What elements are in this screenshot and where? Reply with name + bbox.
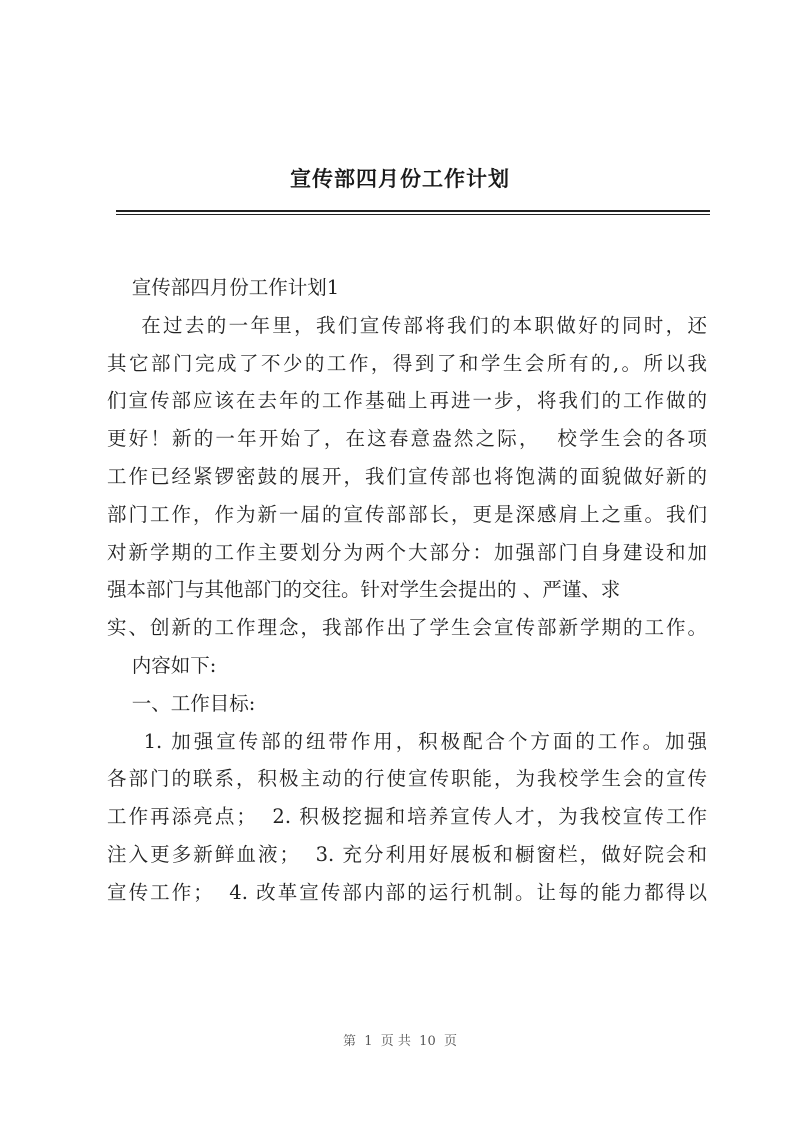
body-line: 一、工作目标: — [107, 691, 256, 715]
body-line: 各部门的联系，积极主动的行使宣传职能，为我校学生会的宣传 — [107, 767, 707, 791]
body-line: 宣传部四月份工作计划1 — [107, 276, 340, 299]
body-line: 注入更多新鲜血液； 3. 充分利用好展板和橱窗栏，做好院会和 — [107, 843, 707, 866]
body-line: 在过去的一年里，我们宣传部将我们的本职做好的同时，还 — [107, 313, 707, 337]
body-line: 强本部门与其他部门的交往。针对学生会提出的 、严谨、求 — [107, 578, 621, 602]
body-line: 其它部门完成了不少的工作，得到了和学生会所有的,。所以我 — [107, 351, 707, 375]
title-rule — [116, 210, 710, 212]
title-rule-thin — [116, 214, 710, 215]
body-line: 实、创新的工作理念，我部作出了学生会宣传部新学期的工作。 — [107, 616, 707, 640]
body-line: 内容如下: — [107, 654, 217, 677]
body-line: 1. 加强宣传部的纽带作用，积极配合个方面的工作。加强 — [107, 729, 707, 753]
body-line: 们宣传部应该在去年的工作基础上再进一步，将我们的工作做的 — [107, 389, 707, 413]
body-line: 宣传工作； 4. 改革宣传部内部的运行机制。让每的能力都得以 — [107, 880, 707, 904]
body-line: 更好！新的一年开始了，在这春意盎然之际， 校学生会的各项 — [107, 427, 707, 451]
page-footer: 第 1 页 共 10 页 — [342, 1034, 457, 1049]
document-title: 宣传部四月份工作计划 — [290, 166, 510, 191]
body-line: 部门工作，作为新一届的宣传部部长，更是深感肩上之重。我们 — [107, 502, 707, 526]
body-line: 工作再添亮点； 2. 积极挖掘和培养宣传人才，为我校宣传工作 — [107, 805, 707, 829]
body-line: 对新学期的工作主要划分为两个大部分：加强部门自身建设和加 — [107, 540, 707, 564]
body-line: 工作已经紧锣密鼓的展开，我们宣传部也将饱满的面貌做好新的 — [107, 465, 707, 488]
